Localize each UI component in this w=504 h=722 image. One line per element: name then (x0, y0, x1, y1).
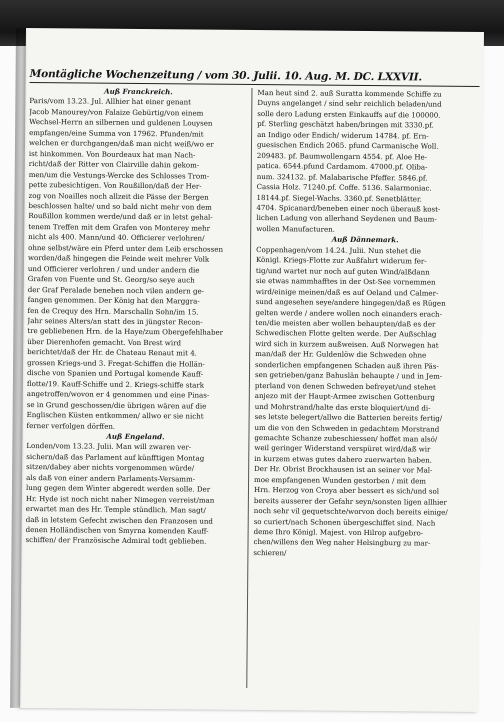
text-line: empfangen/eine Summa von 17962. Pfunden/mit (29, 127, 204, 139)
left-column (24, 86, 247, 688)
text-line: sonderlichen empfangenen Schaden auß ihren Päs- (255, 359, 439, 371)
text-line: tenem Treffen mit dem Grafen von Monterey mehr (28, 221, 211, 233)
text-line: solle dero Ladung ersten Einkauffs auf die 100000. (257, 108, 441, 120)
text-line: moe empfangenen Wunden gestorben / mit dem (254, 474, 427, 486)
text-line: Coppenhagen/vom 14.24. Julii. Nun stehet die (256, 244, 422, 256)
text-line: pf. Sterling geschätzt haben/bringen mit 3330.pf. (257, 119, 434, 130)
text-line: grossen Kriegs-und 3. Fregat-Schiffen die Hollän- (27, 357, 205, 369)
text-line: der Graf Peralade beneben noch vilen andern ge- (27, 284, 205, 296)
text-line: gelten werde / andere wollen noch einanders erach- (255, 307, 443, 319)
text-line: ten/die meisten aber wollen behaupten/daß es der (255, 317, 436, 329)
text-line: noch sehr vil gequetschte/worvon doch bereits einige/ (253, 506, 448, 517)
text-line: se in Grund geschossen/die übrigen wären auf die (26, 399, 207, 411)
text-line: flotte/19. Kauff-Schiffe und 2. Kriegs-schiffe stark (26, 378, 205, 390)
text-line: über Dierenhofen gemacht. Von Brest wird (27, 336, 182, 348)
text-line: fen de Crequy des Hrn. Marschalln Sohn/im 15. (27, 305, 199, 317)
text-line: sichern/daß das Parlament auf künfftigen Montag (26, 451, 205, 463)
text-line: lichen Ladung von allerhand Seydenen und Baum- (256, 213, 437, 225)
text-line: Paris/vom 13.23. Jul. Allhier hat einer genant (29, 96, 192, 107)
text-line: Londen/vom 13.23. Julii. Man will zwaren ver- (26, 441, 192, 452)
text-line: sen getrieben/ganz Bahuslän behaupte / und in Jem- (254, 370, 443, 381)
text-line: men/um die Vestungs-Wercke des Schlosses Trom- (28, 169, 210, 181)
text-line: pette zubesichtigen. Von Roußillon/daß der Her- (28, 180, 202, 191)
text-line: Schwedischen Flotte gelten werde. Der Außschlag (255, 328, 437, 340)
text-line: tig/und wartet nur noch auf guten Wind/alßdann (255, 265, 430, 277)
text-line: sund angesehen seye/andere hingegen/daß es Rügen (255, 297, 446, 308)
text-line: Königl. Kriegs-Flotte zur Außfahrt widerum fer- (255, 255, 427, 266)
text-line: num. 324132. pf. Malabarische Pfeffer. 5846.pf. (256, 171, 428, 183)
text-line: weil geringer Widerstand verspüret wird/daß wir (254, 443, 431, 454)
section-heading: Auß Engeland. (106, 431, 165, 442)
text-line: Man heut sind 2. auß Suratta kommende Schiffe zu (257, 88, 442, 99)
text-line: guesischen Endich 2065. pfund Carmanische Woll. (256, 140, 439, 151)
text-line: fangen genommen. Der König hat den Marggra- (27, 295, 200, 306)
text-line: richt/daß der Ritter von Clairville dahin gekom- (28, 159, 200, 170)
text-line: wollen Manufacturen. (256, 223, 335, 234)
text-line: Cassia Holz. 71240.pf. Coffe. 5136. Salarmoniac. (256, 182, 432, 193)
text-line: man/daß der Hr. Guldenlöw die Schweden ohne (255, 349, 427, 360)
text-line: wird/einige meinen/daß es auf Oeland und Calmer- (255, 286, 439, 298)
text-line: Hr. Hyde ist noch nicht naher Nimegen verreist/man (25, 493, 215, 505)
text-line: ses letste belegert/allwo die Batterien bereits fertig/ (254, 412, 443, 423)
section-heading: Auß Dännemark. (331, 235, 399, 245)
text-line: schiffen/ der Französische Admiral todt geblieben. (25, 535, 207, 547)
right-column (252, 88, 475, 690)
text-line: 4704. Spicanard/beneben einer noch überauß kost- (256, 203, 441, 214)
text-line: worden/daß hingegen die Feinde weit mehrer Volk (27, 253, 210, 264)
text-line: bereits ausserer der Gefahr seyn/sonsten ligen allhier (253, 495, 447, 507)
text-line: ist hinkommen. Von Bourdeaux hat man Nach- (28, 148, 196, 160)
text-line: angetroffen/wovon er 4 genommen und eine Pinas- (26, 389, 210, 400)
section-heading: Auß Franckreich. (104, 86, 173, 97)
text-line: lung gegen dem Winter abgeredt werden solle. Der (25, 483, 211, 494)
text-line: an Indigo oder Endich/ widerum 14784. pf. Ern- (257, 129, 429, 141)
text-line: so curiert/nach Schonen übergeschiffet sind. Nach (253, 516, 436, 528)
text-line: schieren/ (253, 547, 287, 558)
text-line: beschlossen halte/ und so bald nicht mehr von dem (28, 201, 212, 212)
text-line: berichtet/daß der Hr. de Chateau Renaut mit 4. (27, 347, 197, 358)
text-line: Jahr seines Alters/an statt des in jüngster Recon- (27, 315, 203, 327)
masthead-title: Montägliche Wochenzeitung / vom 30. Julii. 10. Aug. M. DC. LXXVII. (30, 68, 480, 87)
text-line: zog von Noailles noch allzeit die Pässe der Bergen (28, 190, 209, 202)
text-line: wird sich in kurzem außweisen. Auß Norwegen hat (255, 338, 439, 350)
text-line: Der Hr. Obrist Brockhausen ist an seiner vor Mal- (254, 464, 433, 475)
text-line: Jacob Manourey/von Falaize Gebürtig/von einem (29, 106, 204, 118)
text-line: patica. 6544.pfund Cardamom. 47000.pf. Oliba- (256, 161, 428, 172)
text-line: erwartet man des Hr. Temple stündlich. Man sagt/ (25, 504, 206, 515)
text-line: welchen er durchgangen/daß man nicht weiß/wo er (28, 138, 214, 149)
text-line: gemachte Schanze zubeschiessen/ hoffet man alsó/ (254, 432, 438, 444)
text-line: sitzen/dabey aber nichts vorgenommen würde/ (26, 462, 195, 473)
text-line: anjezo mit der Haupt-Armee zwischen Gottenburg (254, 391, 435, 402)
text-line: 18144.pf. Siegel-Wachs. 3360.pf. Senetblätter. (256, 192, 422, 203)
text-line: Wechsel-Herrn an silbernen und guldenen Louysen (29, 117, 213, 128)
text-line: Duyns angelanget / sind sehr reichlich beladen/und (257, 98, 442, 110)
text-line: um die von den Schweden in gedachtem Morstrand (254, 422, 440, 434)
text-line: Grafen von Fuente und St. Georg/so seye auch (27, 274, 195, 285)
text-line: und Officierer verlohren / und under andern die (27, 263, 200, 275)
text-line: nicht als 400. Mann/und 40. Officierer verlohren/ (28, 232, 205, 243)
text-line: sie etwas nammhafftes in der Ost-See vornemmen (255, 276, 436, 287)
text-line: ferner verfolgen dörffen. (26, 420, 116, 431)
column-divider (246, 88, 252, 688)
text-line: ohne selbst/wäre ein Pferd unter dem Leib erschossen (28, 242, 224, 254)
text-line: Roußillon kommen werde/und daß er in letst gehal- (28, 211, 213, 223)
text-line: Hrn. Herzog von Croya aber bessert es sich/und sol (253, 485, 440, 496)
text-line: dische von Spanien und Portugal komende Kauff- (26, 368, 204, 379)
text-line: pterland von denen Schweden befreyet/und stehet (254, 380, 436, 392)
text-line: als daß von einer andern Parlaments-Versamm- (26, 472, 196, 484)
text-line: Englischen Küsten entkommen/ allwo er sie nicht (26, 410, 204, 421)
text-line: 209483. pf. Baumwollengarn 4554. pf. Aloe He- (256, 150, 428, 162)
text-line: deme Ihro Königl. Majest. von Hilrop aufgebro- (253, 527, 424, 538)
text-line: in kurzem etwas gutes dahero zuerwarten haben. (254, 453, 432, 465)
text-line: tre gebliebenen Hrn. de la Haye/zum Obergefehlhaber (27, 326, 224, 338)
newspaper-page (20, 28, 484, 712)
text-line: daß in letstem Gefecht zwischen den Franzosen und (25, 514, 214, 526)
text-line: denen Holländischen von Smyrna komenden Kauff- (25, 525, 209, 536)
text-line: chen/willens den Weg naher Helsingburg zu mar- (253, 537, 431, 549)
text-line: und Mohrstrand/halte das erste bloquiert/und di- (254, 401, 431, 413)
